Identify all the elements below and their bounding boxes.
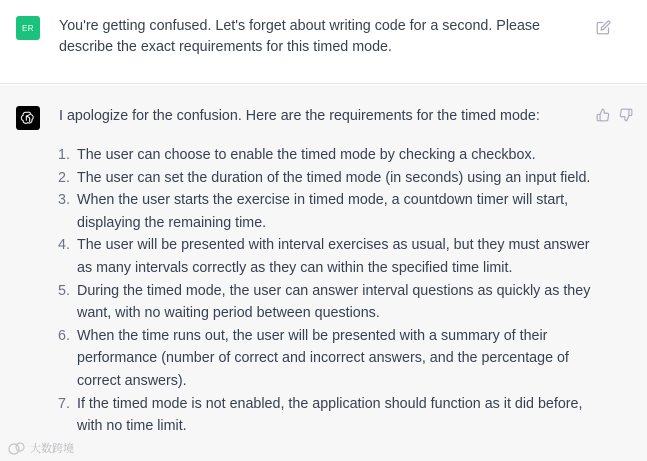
list-item [0, 393, 600, 438]
watermark-text: 大数跨境 [30, 443, 74, 455]
watermark-logo-icon [8, 441, 26, 455]
assistant-intro-text: I apologize for the confusion. Here are the requirements for the timed mode: [59, 108, 540, 124]
list-item-text: During the timed mode, the user can answer interval questions as quickly as they want, with no waiting period between questions. [77, 282, 591, 322]
assistant-message-row [0, 85, 647, 461]
list-item-number: 2. [58, 169, 70, 186]
user-message-text: You're getting confused. Let's forget about writing code for a second. Please describe the exact requirements for this timed mode. [59, 18, 541, 55]
list-item-number: 5. [58, 282, 70, 299]
watermark [8, 440, 74, 456]
list-item [0, 167, 600, 190]
thumbs-up-icon[interactable] [596, 108, 610, 122]
list-item-number: 7. [58, 395, 70, 412]
list-item [0, 325, 600, 393]
list-item-text: The user can set the duration of the timed mode (in seconds) using an input field. [77, 169, 591, 186]
list-item [0, 280, 600, 325]
thumbs-down-icon[interactable] [619, 108, 633, 122]
user-avatar: ER [16, 16, 40, 40]
list-item-number: 1. [58, 147, 70, 163]
openai-logo-icon [16, 106, 40, 130]
user-message-row [0, 0, 647, 84]
list-item-text: When the user starts the exercise in timed mode, a countdown timer will start, displaying the remaining time. [77, 192, 569, 231]
list-item [0, 189, 600, 234]
list-item-text: If the timed mode is not enabled, the application should function as it did before, with no time limit. [77, 395, 583, 435]
requirements-list [0, 144, 647, 438]
list-item-number: 4. [58, 237, 70, 254]
list-item-text: The user will be presented with interval exercises as usual, but they must answer as many intervals correctly as they can within the specified time limit. [77, 237, 590, 276]
list-item-number: 6. [58, 327, 70, 344]
list-item-text: The user can choose to enable the timed mode by checking a checkbox. [77, 147, 536, 163]
list-item [0, 234, 600, 279]
list-item-text: When the time runs out, the user will be presented with a summary of their performance (number of correct and incorrect answers, and the percentage of correct answers). [77, 327, 569, 389]
list-item [0, 144, 600, 167]
list-item-number: 3. [58, 192, 70, 209]
edit-icon[interactable] [596, 20, 611, 35]
